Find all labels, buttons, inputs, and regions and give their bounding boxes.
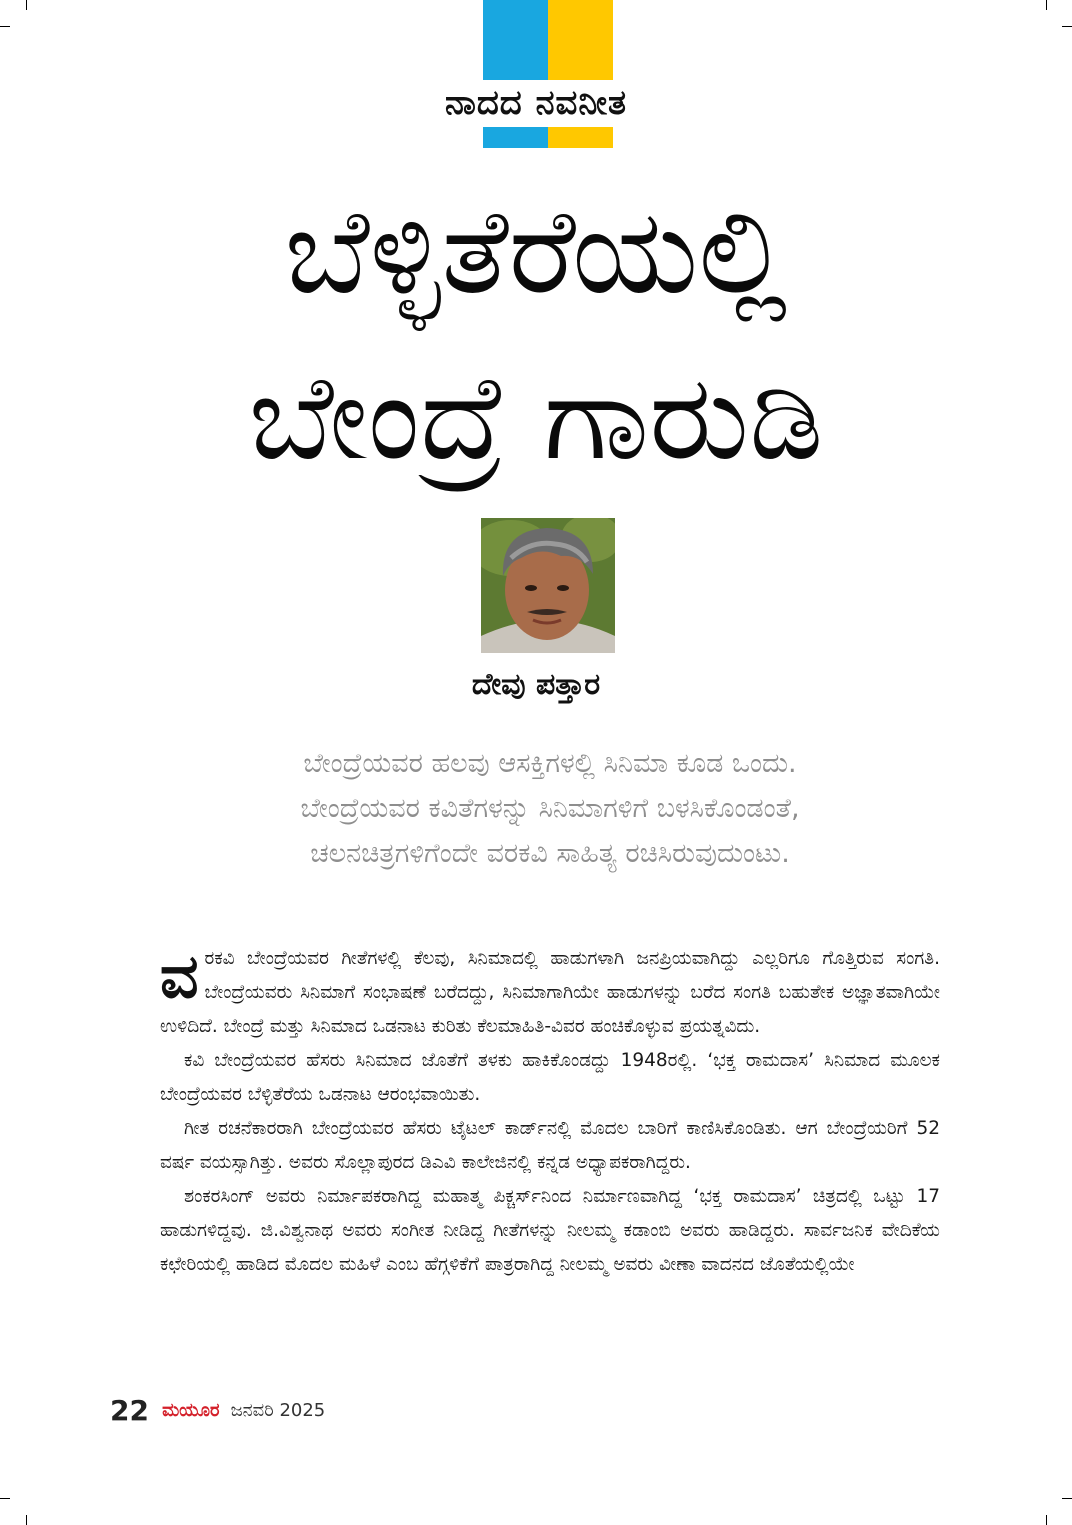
crop-mark xyxy=(1046,1515,1047,1525)
paragraph: ಗೀತ ರಚನೆಕಾರರಾಗಿ ಬೇಂದ್ರೆಯವರ ಹೆಸರು ಟೈಟಲ್ ಕಾರ್ಡ್‌ನಲ್ಲಿ ಮೊದಲ ಬಾರಿಗೆ ಕಾಣಿಸಿಕೊಂಡಿತು. ಆಗ ಬೇಂದ್ರೆಯರಿಗೆ 52 ವರ್ಷ ವಯಸ್ಸಾಗಿತ್ತು. ಅವರು ಸೊಲ್ಲಾಪುರದ ಡಿಎವಿ ಕಾಲೇಜಿನಲ್ಲಿ ಕನ್ನಡ ಅಧ್ಯಾಪಕರಾಗಿದ್ದರು. xyxy=(160,1118,940,1173)
crop-mark xyxy=(0,1498,10,1499)
paragraph: ಶಂಕರಸಿಂಗ್ ಅವರು ನಿರ್ಮಾಪಕರಾಗಿದ್ದ ಮಹಾತ್ಮ ಪಿಕ್ಚರ್ಸ್‌ನಿಂದ ನಿರ್ಮಾಣವಾಗಿದ್ದ ‘ಭಕ್ತ ರಾಮದಾಸ’ ಚಿತ್ರದಲ್ಲಿ ಒಟ್ಟು 17 ಹಾಡುಗಳಿದ್ದವು. ಜಿ.ವಿಶ್ವನಾಥ ಅವರು ಸಂಗೀತ ನೀಡಿದ್ದ ಗೀತೆಗಳನ್ನು ನೀಲಮ್ಮ ಕಡಾಂಬಿ ಅವರು ಹಾಡಿದ್ದರು. ಸಾರ್ವಜನಿಕ ವೇದಿಕೆಯ ಕಛೇರಿಯಲ್ಲಿ ಹಾಡಿದ ಮೊದಲ ಮಹಿಳೆ ಎಂಬ ಹೆಗ್ಗಳಿಕೆಗೆ ಪಾತ್ರರಾಗಿದ್ದ ನೀಲಮ್ಮ ಅವರು ವೀಣಾ ವಾದನದ ಜೊತೆಯಲ್ಲಿಯೇ xyxy=(160,1186,940,1275)
crop-mark xyxy=(1062,1498,1072,1499)
section-color-band-top xyxy=(483,0,613,80)
page-footer xyxy=(110,1394,325,1430)
section-color-band-bottom xyxy=(483,127,613,148)
drop-cap: ವ xyxy=(160,942,199,1012)
intro-line: ಬೇಂದ್ರೆಯವರ ಹಲವು ಆಸಕ್ತಿಗಳಲ್ಲಿ ಸಿನಿಮಾ ಕೂಡ ಒಂದು. xyxy=(303,748,797,779)
author-name: ದೇವು ಪತ್ತಾರ xyxy=(471,667,601,702)
intro-line: ಬೇಂದ್ರೆಯವರ ಕವಿತೆಗಳನ್ನು ಸಿನಿಮಾಗಳಿಗೆ ಬಳಸಿಕೊಂಡಂತೆ, xyxy=(300,793,800,824)
section-label: ನಾದದ ನವನೀತ xyxy=(444,83,628,123)
intro-standfirst xyxy=(160,741,940,876)
crop-mark xyxy=(26,0,27,10)
magazine-logo: ಮಯೂರ xyxy=(162,1400,220,1421)
paragraph xyxy=(160,942,940,1044)
paragraph: ಕವಿ ಬೇಂದ್ರೆಯವರ ಹೆಸರು ಸಿನಿಮಾದ ಜೊತೆಗೆ ತಳಕು ಹಾಕಿಕೊಂಡದ್ದು 1948ರಲ್ಲಿ. ‘ಭಕ್ತ ರಾಮದಾಸ’ ಸಿನಿಮಾದ ಮೂಲಕ ಬೇಂದ್ರೆಯವರ ಬೆಳ್ಳಿತೆರೆಯ ಒಡನಾಟ ಆರಂಭವಾಯಿತು. xyxy=(160,1050,940,1105)
crop-mark xyxy=(1062,26,1072,27)
issue-date: ಜನವರಿ 2025 xyxy=(230,1400,326,1421)
paragraph-text: ರಕವಿ ಬೇಂದ್ರೆಯವರ ಗೀತೆಗಳಲ್ಲಿ ಕೆಲವು, ಸಿನಿಮಾದಲ್ಲಿ ಹಾಡುಗಳಾಗಿ ಜನಪ್ರಿಯವಾಗಿದ್ದು ಎಲ್ಲರಿಗೂ ಗೊತ್ತಿರುವ ಸಂಗತಿ. ಬೇಂದ್ರೆಯವರು ಸಿನಿಮಾಗೆ ಸಂಭಾಷಣೆ ಬರೆದದ್ದು, ಸಿನಿಮಾಗಾಗಿಯೇ ಹಾಡುಗಳನ್ನು ಬರೆದ ಸಂಗತಿ ಬಹುತೇಕ ಅಜ್ಞಾತವಾಗಿಯೇ ಉಳಿದಿದೆ. ಬೇಂದ್ರೆ ಮತ್ತು ಸಿನಿಮಾದ ಒಡನಾಟ ಕುರಿತು ಕೆಲಮಾಹಿತಿ-ವಿವರ ಹಂಚಿಕೊಳ್ಳುವ ಪ್ರಯತ್ನವಿದು. xyxy=(160,948,940,1037)
crop-mark xyxy=(1046,0,1047,10)
page-number: 22 xyxy=(110,1394,149,1427)
author-photo xyxy=(481,518,615,653)
intro-line: ಚಲನಚಿತ್ರಗಳಿಗೆಂದೇ ವರಕವಿ ಸಾಹಿತ್ಯ ರಚಿಸಿರುವುದುಂಟು. xyxy=(310,838,790,869)
headline-line-2: ಬೇಂದ್ರೆ ಗಾರುಡಿ xyxy=(248,348,824,486)
crop-mark xyxy=(0,26,10,27)
crop-mark xyxy=(26,1515,27,1525)
headline-line-1: ಬೆಳ್ಳಿತೆರೆಯಲ್ಲಿ xyxy=(284,182,788,320)
article-body xyxy=(160,942,940,1282)
